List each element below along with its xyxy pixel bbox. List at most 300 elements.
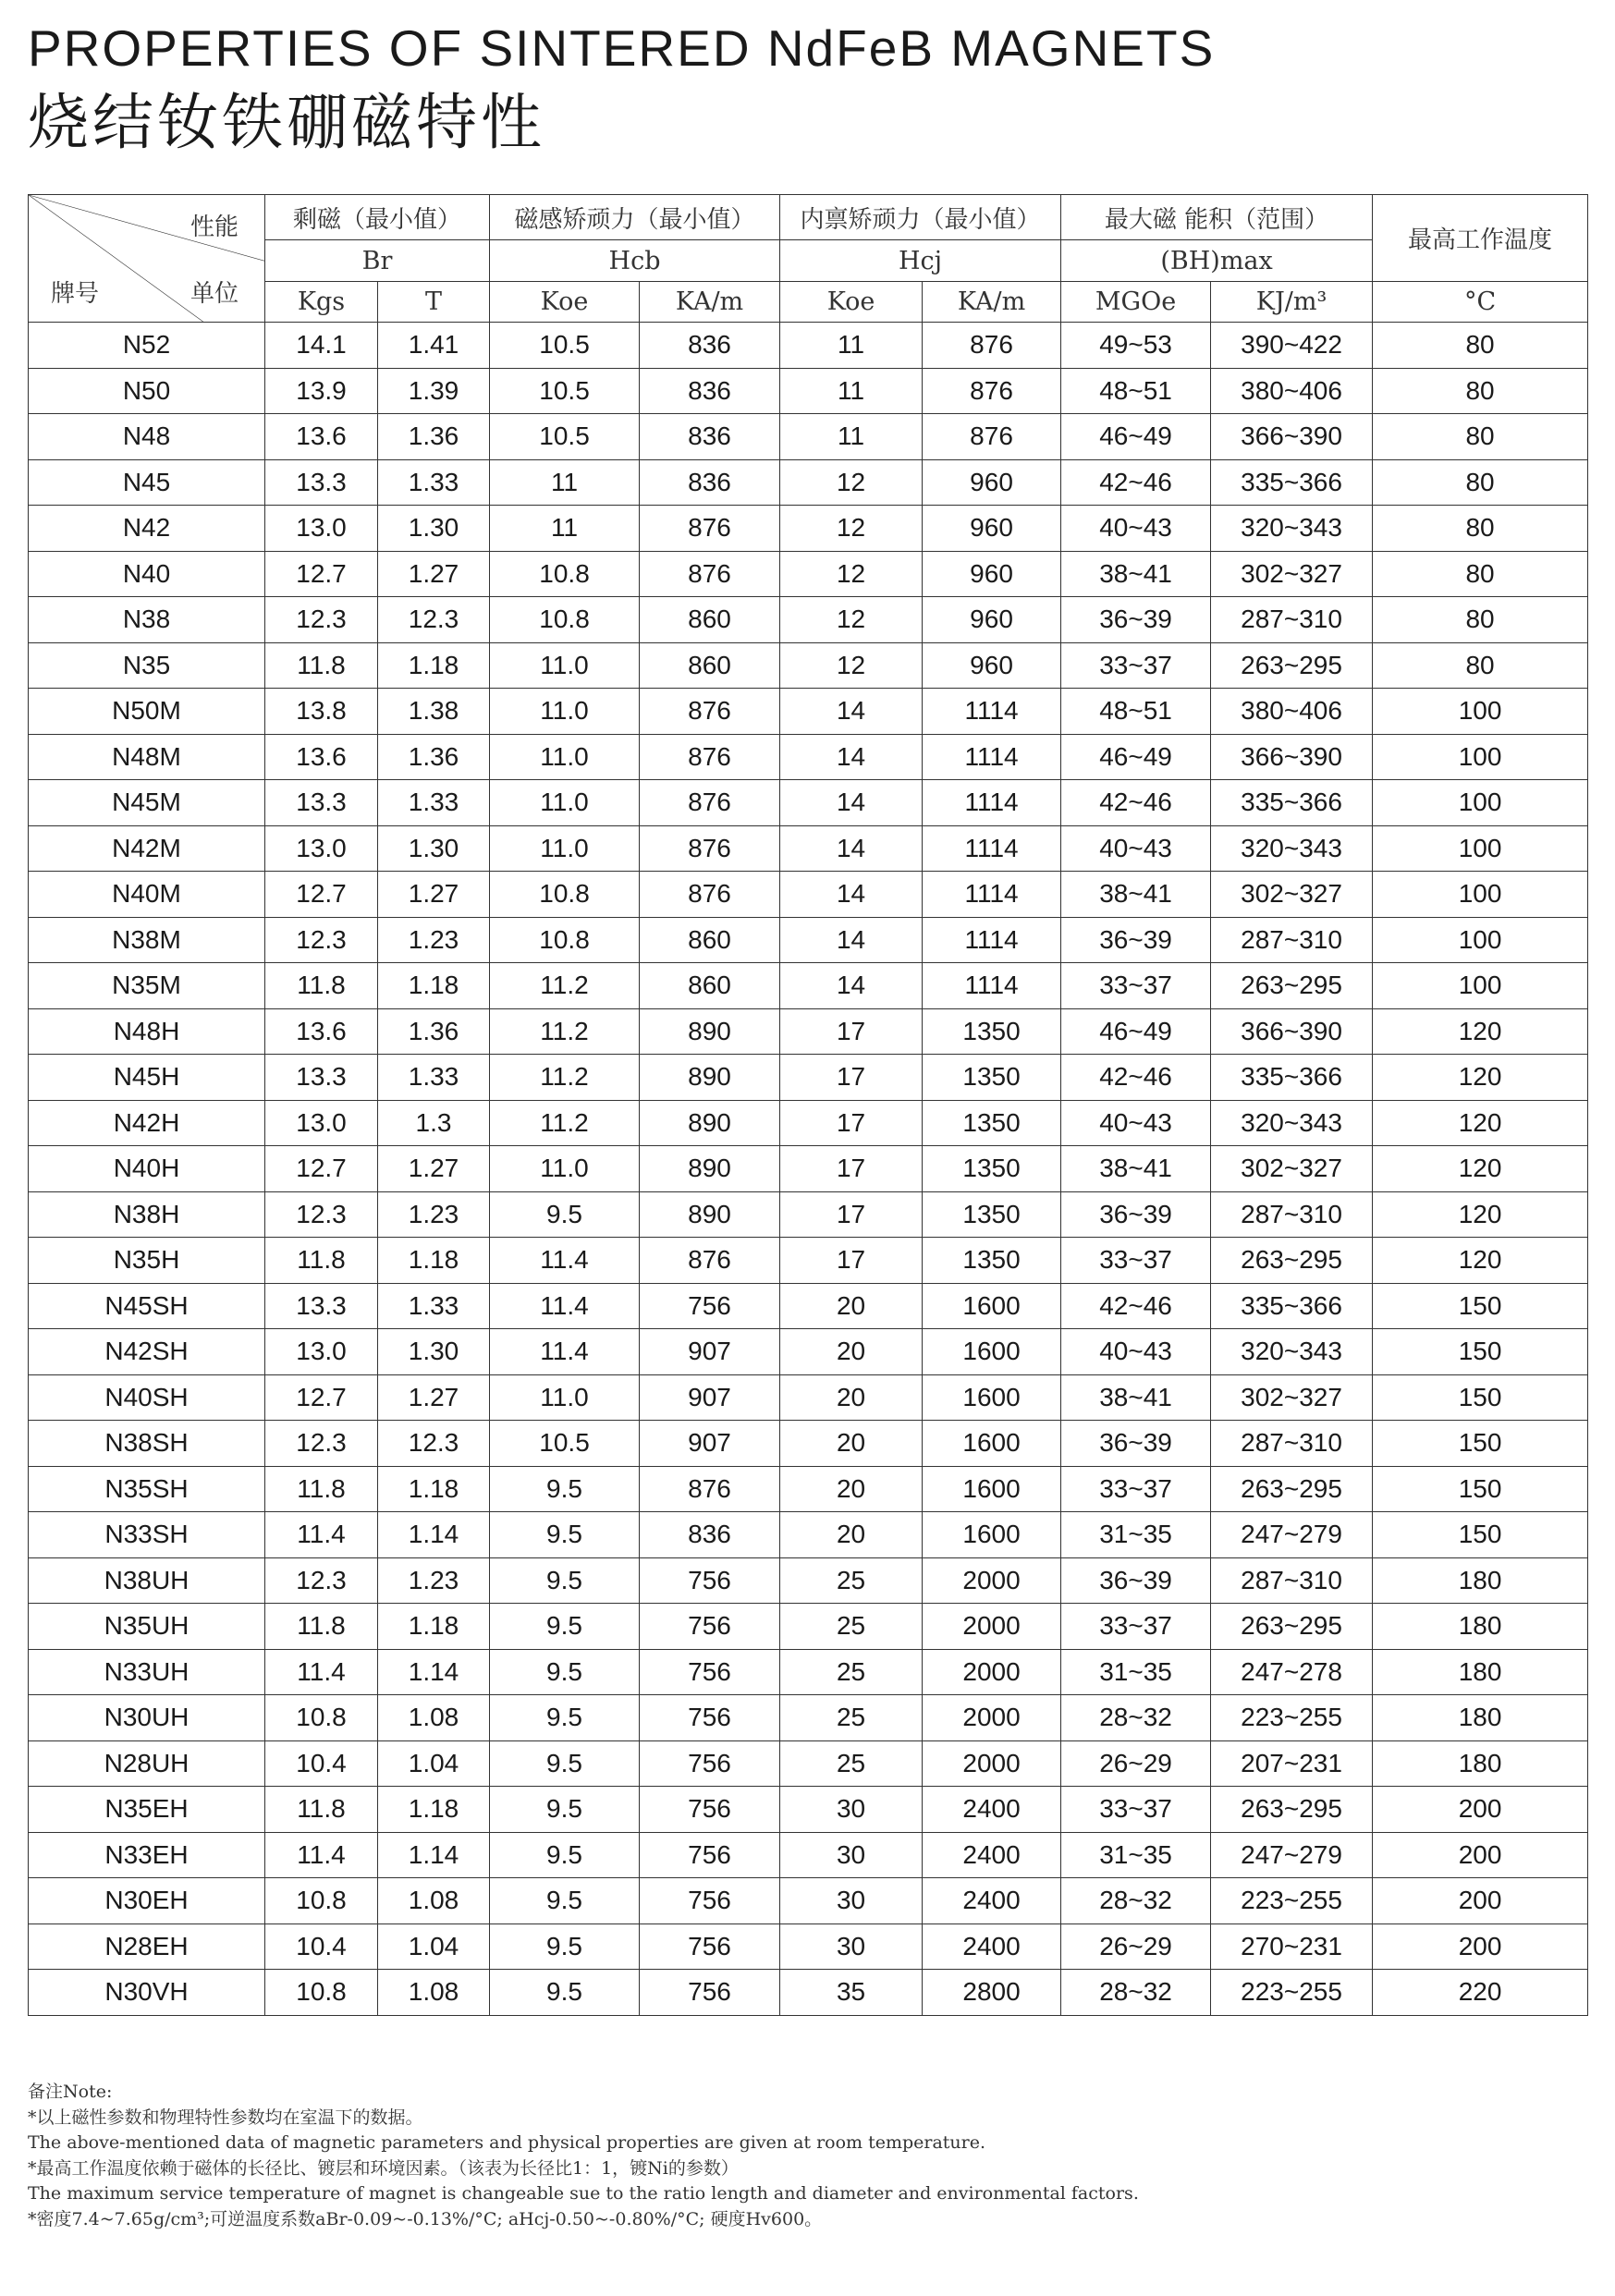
cell-grade: N42SH [29,1329,265,1375]
cell-hcb-koe: 11.0 [490,642,640,689]
table-row [29,780,1588,826]
table-row [29,1604,1588,1650]
cell-hcb-kam: 876 [640,551,780,597]
cell-max-temp: 100 [1373,689,1588,735]
cell-max-temp: 150 [1373,1329,1588,1375]
cell-bh-kjm3: 302~327 [1211,872,1373,918]
notes-heading: 备注Note: [28,2082,113,2102]
cell-bh-mgoe: 36~39 [1061,597,1211,643]
cell-hcj-kam: 1350 [923,1008,1061,1055]
cell-grade: N38M [29,917,265,963]
cell-hcb-koe: 9.5 [490,1787,640,1833]
cell-max-temp: 80 [1373,414,1588,460]
unit-celsius: °C [1373,282,1588,323]
unit-kgs: Kgs [265,282,378,323]
cell-bh-mgoe: 38~41 [1061,1374,1211,1421]
cell-max-temp: 100 [1373,872,1588,918]
cell-bh-kjm3: 287~310 [1211,1191,1373,1238]
cell-grade: N35M [29,963,265,1009]
cell-br-kgs: 11.8 [265,963,378,1009]
cell-hcj-koe: 14 [780,825,923,872]
cell-bh-mgoe: 42~46 [1061,459,1211,506]
cell-grade: N33UH [29,1649,265,1695]
table-row [29,1740,1588,1787]
cell-hcj-kam: 2400 [923,1878,1061,1924]
cell-hcj-koe: 11 [780,368,923,414]
cell-grade: N35UH [29,1604,265,1650]
cell-hcb-kam: 756 [640,1924,780,1970]
cell-hcb-kam: 890 [640,1146,780,1192]
cell-hcj-koe: 25 [780,1695,923,1741]
table-row [29,1924,1588,1970]
cell-bh-kjm3: 390~422 [1211,323,1373,369]
cell-br-t: 1.04 [378,1924,490,1970]
table-row [29,459,1588,506]
table-row [29,1970,1588,2016]
table-row [29,1238,1588,1284]
cell-hcj-kam: 876 [923,414,1061,460]
cell-br-kgs: 11.8 [265,1787,378,1833]
cell-hcb-koe: 9.5 [490,1924,640,1970]
cell-max-temp: 180 [1373,1557,1588,1604]
cell-grade: N45 [29,459,265,506]
cell-br-kgs: 11.4 [265,1649,378,1695]
cell-bh-kjm3: 247~279 [1211,1512,1373,1558]
cell-br-t: 1.14 [378,1649,490,1695]
cell-br-kgs: 10.4 [265,1924,378,1970]
cell-br-t: 1.39 [378,368,490,414]
cell-br-t: 1.41 [378,323,490,369]
cell-hcj-koe: 30 [780,1832,923,1878]
cell-grade: N42H [29,1100,265,1146]
cell-grade: N52 [29,323,265,369]
cell-hcb-koe: 9.5 [490,1832,640,1878]
corner-header-cell [29,195,265,323]
cell-br-kgs: 10.8 [265,1695,378,1741]
cell-bh-kjm3: 263~295 [1211,1604,1373,1650]
cell-hcj-koe: 20 [780,1466,923,1512]
cell-hcj-kam: 1114 [923,872,1061,918]
cell-max-temp: 180 [1373,1695,1588,1741]
cell-bh-mgoe: 33~37 [1061,1787,1211,1833]
table-row [29,1100,1588,1146]
cell-hcb-kam: 876 [640,825,780,872]
cell-hcj-kam: 2000 [923,1557,1061,1604]
cell-grade: N30VH [29,1970,265,2016]
cell-bh-kjm3: 263~295 [1211,642,1373,689]
cell-max-temp: 120 [1373,1055,1588,1101]
cell-max-temp: 150 [1373,1512,1588,1558]
cell-hcb-kam: 876 [640,1466,780,1512]
cell-hcb-kam: 876 [640,734,780,780]
cell-hcb-koe: 10.8 [490,551,640,597]
table-row [29,1832,1588,1878]
cell-hcj-koe: 30 [780,1878,923,1924]
header-unit-label: 单位 [190,280,239,308]
cell-max-temp: 200 [1373,1832,1588,1878]
cell-hcb-kam: 756 [640,1695,780,1741]
cell-hcb-kam: 907 [640,1421,780,1467]
cell-bh-mgoe: 33~37 [1061,1604,1211,1650]
cell-br-t: 1.30 [378,825,490,872]
cell-grade: N40 [29,551,265,597]
cell-max-temp: 80 [1373,597,1588,643]
unit-kjm3: KJ/m³ [1211,282,1373,323]
cell-hcj-kam: 1600 [923,1512,1061,1558]
cell-hcb-kam: 907 [640,1329,780,1375]
cell-bh-kjm3: 223~255 [1211,1970,1373,2016]
cell-hcj-koe: 17 [780,1008,923,1055]
cell-bh-kjm3: 380~406 [1211,689,1373,735]
cell-hcb-koe: 11 [490,506,640,552]
cell-hcb-kam: 756 [640,1557,780,1604]
cell-hcj-kam: 960 [923,597,1061,643]
cell-hcj-kam: 1350 [923,1146,1061,1192]
cell-br-kgs: 11.8 [265,1466,378,1512]
cell-hcj-koe: 25 [780,1557,923,1604]
unit-koe-hcb: Koe [490,282,640,323]
cell-max-temp: 100 [1373,963,1588,1009]
cell-bh-kjm3: 366~390 [1211,1008,1373,1055]
header-hcb-symbol: Hcb [490,240,780,282]
cell-bh-mgoe: 40~43 [1061,1100,1211,1146]
cell-br-kgs: 13.3 [265,1055,378,1101]
cell-bh-mgoe: 38~41 [1061,551,1211,597]
cell-bh-kjm3: 263~295 [1211,1238,1373,1284]
table-row [29,1055,1588,1101]
cell-hcj-kam: 1114 [923,734,1061,780]
cell-max-temp: 80 [1373,642,1588,689]
cell-br-kgs: 11.8 [265,642,378,689]
header-property-label: 性能 [190,214,239,241]
cell-hcb-kam: 756 [640,1604,780,1650]
cell-max-temp: 80 [1373,506,1588,552]
cell-max-temp: 80 [1373,551,1588,597]
cell-hcb-koe: 11 [490,459,640,506]
cell-max-temp: 150 [1373,1466,1588,1512]
cell-br-t: 1.08 [378,1878,490,1924]
table-row [29,597,1588,643]
unit-koe-hcj: Koe [780,282,923,323]
cell-br-t: 1.08 [378,1970,490,2016]
cell-br-kgs: 12.3 [265,1421,378,1467]
cell-br-t: 1.14 [378,1512,490,1558]
header-hcj-symbol: Hcj [780,240,1061,282]
unit-mgoe: MGOe [1061,282,1211,323]
cell-max-temp: 120 [1373,1238,1588,1284]
cell-br-t: 1.08 [378,1695,490,1741]
cell-hcj-kam: 2000 [923,1695,1061,1741]
cell-hcb-kam: 756 [640,1970,780,2016]
cell-hcb-kam: 860 [640,597,780,643]
cell-bh-mgoe: 31~35 [1061,1832,1211,1878]
cell-max-temp: 120 [1373,1100,1588,1146]
header-hcb-title: 磁感矫顽力（最小值） [490,195,780,240]
cell-hcj-koe: 17 [780,1191,923,1238]
cell-hcb-koe: 11.4 [490,1238,640,1284]
header-bh-symbol: (BH)max [1061,240,1373,282]
cell-bh-mgoe: 42~46 [1061,1283,1211,1329]
properties-table [28,194,1588,2016]
cell-bh-mgoe: 40~43 [1061,1329,1211,1375]
cell-grade: N28EH [29,1924,265,1970]
cell-hcb-kam: 890 [640,1100,780,1146]
cell-max-temp: 80 [1373,323,1588,369]
cell-hcj-koe: 20 [780,1329,923,1375]
cell-bh-kjm3: 302~327 [1211,551,1373,597]
cell-hcb-koe: 10.5 [490,414,640,460]
cell-hcj-kam: 1600 [923,1421,1061,1467]
cell-hcb-kam: 836 [640,368,780,414]
table-row [29,689,1588,735]
cell-hcj-kam: 960 [923,506,1061,552]
cell-hcj-kam: 2800 [923,1970,1061,2016]
cell-hcj-koe: 25 [780,1740,923,1787]
cell-bh-kjm3: 223~255 [1211,1878,1373,1924]
table-row [29,1146,1588,1192]
cell-hcj-koe: 17 [780,1055,923,1101]
cell-hcj-koe: 20 [780,1374,923,1421]
cell-br-kgs: 13.3 [265,780,378,826]
cell-max-temp: 150 [1373,1374,1588,1421]
table-row [29,506,1588,552]
table-row [29,1649,1588,1695]
cell-max-temp: 80 [1373,368,1588,414]
cell-bh-kjm3: 263~295 [1211,1787,1373,1833]
cell-hcj-kam: 1350 [923,1191,1061,1238]
note-line: *最高工作温度依赖于磁体的长径比、镀层和环境因素。（该表为长径比1：1，镀Ni的参数） [28,2157,739,2179]
cell-hcb-kam: 876 [640,872,780,918]
cell-max-temp: 180 [1373,1740,1588,1787]
cell-hcj-koe: 17 [780,1100,923,1146]
cell-hcj-koe: 25 [780,1649,923,1695]
cell-hcj-kam: 1114 [923,825,1061,872]
table-row [29,1374,1588,1421]
cell-hcj-kam: 2000 [923,1604,1061,1650]
cell-br-t: 1.38 [378,689,490,735]
cell-hcb-kam: 860 [640,917,780,963]
cell-hcb-kam: 860 [640,642,780,689]
cell-br-kgs: 13.8 [265,689,378,735]
cell-bh-kjm3: 263~295 [1211,1466,1373,1512]
cell-br-kgs: 12.3 [265,597,378,643]
cell-br-t: 1.30 [378,1329,490,1375]
cell-bh-mgoe: 36~39 [1061,1421,1211,1467]
cell-hcj-kam: 1114 [923,963,1061,1009]
cell-br-kgs: 13.6 [265,1008,378,1055]
table-row [29,963,1588,1009]
cell-br-t: 1.14 [378,1832,490,1878]
cell-hcj-kam: 1114 [923,917,1061,963]
cell-bh-kjm3: 247~278 [1211,1649,1373,1695]
cell-br-t: 1.23 [378,1557,490,1604]
cell-hcj-kam: 2400 [923,1832,1061,1878]
table-row [29,1283,1588,1329]
cell-hcj-kam: 1600 [923,1283,1061,1329]
cell-bh-mgoe: 42~46 [1061,780,1211,826]
cell-hcb-kam: 876 [640,689,780,735]
cell-bh-mgoe: 40~43 [1061,825,1211,872]
cell-hcj-koe: 17 [780,1146,923,1192]
cell-hcb-kam: 756 [640,1649,780,1695]
table-row [29,872,1588,918]
cell-bh-mgoe: 33~37 [1061,963,1211,1009]
cell-bh-kjm3: 287~310 [1211,1557,1373,1604]
cell-grade: N30EH [29,1878,265,1924]
cell-grade: N30UH [29,1695,265,1741]
cell-hcb-koe: 9.5 [490,1649,640,1695]
note-line: The maximum service temperature of magnet is changeable sue to the ratio length and diameter and environmental factors. [28,2183,1139,2204]
cell-br-kgs: 13.0 [265,1329,378,1375]
cell-hcb-koe: 10.5 [490,1421,640,1467]
cell-br-t: 1.18 [378,1787,490,1833]
cell-grade: N35H [29,1238,265,1284]
cell-bh-mgoe: 28~32 [1061,1695,1211,1741]
cell-bh-kjm3: 287~310 [1211,597,1373,643]
cell-grade: N38UH [29,1557,265,1604]
cell-hcj-kam: 960 [923,459,1061,506]
header-temp-title: 最高工作温度 [1373,195,1588,282]
cell-hcb-koe: 10.5 [490,368,640,414]
cell-bh-kjm3: 380~406 [1211,368,1373,414]
cell-max-temp: 120 [1373,1008,1588,1055]
cell-br-kgs: 10.8 [265,1970,378,2016]
cell-br-t: 12.3 [378,597,490,643]
cell-hcb-kam: 890 [640,1191,780,1238]
cell-br-kgs: 10.4 [265,1740,378,1787]
cell-bh-kjm3: 320~343 [1211,1329,1373,1375]
cell-bh-kjm3: 302~327 [1211,1146,1373,1192]
cell-hcb-kam: 860 [640,963,780,1009]
cell-bh-mgoe: 26~29 [1061,1740,1211,1787]
cell-bh-kjm3: 247~279 [1211,1832,1373,1878]
cell-hcj-koe: 12 [780,642,923,689]
note-line: The above-mentioned data of magnetic parameters and physical properties are given at room temperature. [28,2132,986,2153]
cell-hcb-kam: 756 [640,1787,780,1833]
cell-hcj-koe: 20 [780,1512,923,1558]
cell-max-temp: 200 [1373,1787,1588,1833]
cell-br-t: 1.18 [378,1604,490,1650]
cell-grade: N40M [29,872,265,918]
cell-br-t: 1.30 [378,506,490,552]
notes-section [28,2080,1581,2232]
cell-hcb-kam: 907 [640,1374,780,1421]
cell-grade: N35EH [29,1787,265,1833]
cell-hcb-koe: 9.5 [490,1604,640,1650]
cell-hcb-koe: 9.5 [490,1191,640,1238]
cell-br-t: 1.27 [378,551,490,597]
cell-hcj-kam: 1350 [923,1055,1061,1101]
cell-bh-mgoe: 26~29 [1061,1924,1211,1970]
cell-grade: N45SH [29,1283,265,1329]
cell-hcb-kam: 836 [640,323,780,369]
header-grade-label: 牌号 [51,280,100,308]
cell-br-t: 1.27 [378,1146,490,1192]
cell-bh-mgoe: 33~37 [1061,1238,1211,1284]
header-bh-title: 最大磁 能积（范围） [1061,195,1373,240]
cell-hcb-koe: 11.4 [490,1283,640,1329]
cell-bh-kjm3: 335~366 [1211,780,1373,826]
cell-max-temp: 120 [1373,1146,1588,1192]
cell-hcj-kam: 1114 [923,780,1061,826]
cell-bh-kjm3: 320~343 [1211,1100,1373,1146]
cell-br-t: 1.33 [378,459,490,506]
cell-hcb-kam: 876 [640,1238,780,1284]
cell-br-t: 12.3 [378,1421,490,1467]
cell-br-t: 1.36 [378,734,490,780]
cell-max-temp: 220 [1373,1970,1588,2016]
cell-hcb-koe: 11.2 [490,1100,640,1146]
cell-hcb-koe: 10.8 [490,872,640,918]
cell-hcb-koe: 9.5 [490,1878,640,1924]
page-subtitle-cn: 烧结钕铁硼磁特性 [28,87,545,158]
table-row [29,414,1588,460]
cell-hcb-kam: 876 [640,506,780,552]
cell-bh-mgoe: 31~35 [1061,1649,1211,1695]
cell-br-kgs: 12.7 [265,1146,378,1192]
cell-br-t: 1.04 [378,1740,490,1787]
cell-br-t: 1.18 [378,1238,490,1284]
cell-br-kgs: 12.3 [265,917,378,963]
cell-br-t: 1.36 [378,414,490,460]
cell-hcb-koe: 11.4 [490,1329,640,1375]
cell-br-t: 1.33 [378,1055,490,1101]
cell-hcj-kam: 960 [923,642,1061,689]
cell-grade: N35 [29,642,265,689]
cell-hcb-kam: 890 [640,1055,780,1101]
cell-hcb-koe: 11.0 [490,1374,640,1421]
cell-hcb-koe: 9.5 [490,1970,640,2016]
cell-max-temp: 120 [1373,1191,1588,1238]
cell-hcj-kam: 1600 [923,1329,1061,1375]
cell-bh-mgoe: 28~32 [1061,1878,1211,1924]
cell-bh-mgoe: 38~41 [1061,1146,1211,1192]
cell-br-t: 1.18 [378,642,490,689]
cell-br-kgs: 12.7 [265,551,378,597]
cell-br-t: 1.33 [378,1283,490,1329]
unit-kam-hcb: KA/m [640,282,780,323]
cell-hcj-koe: 30 [780,1924,923,1970]
cell-bh-mgoe: 49~53 [1061,323,1211,369]
cell-hcj-koe: 11 [780,323,923,369]
cell-br-kgs: 13.9 [265,368,378,414]
cell-hcb-koe: 9.5 [490,1512,640,1558]
cell-bh-mgoe: 36~39 [1061,1557,1211,1604]
cell-hcj-koe: 14 [780,689,923,735]
cell-bh-kjm3: 320~343 [1211,825,1373,872]
cell-hcb-koe: 10.5 [490,323,640,369]
cell-hcj-koe: 14 [780,917,923,963]
cell-bh-mgoe: 46~49 [1061,414,1211,460]
cell-br-kgs: 10.8 [265,1878,378,1924]
unit-tesla: T [378,282,490,323]
unit-kam-hcj: KA/m [923,282,1061,323]
cell-hcb-kam: 756 [640,1283,780,1329]
cell-br-kgs: 13.0 [265,1100,378,1146]
cell-bh-kjm3: 263~295 [1211,963,1373,1009]
cell-bh-kjm3: 287~310 [1211,917,1373,963]
cell-hcb-koe: 11.0 [490,689,640,735]
cell-bh-kjm3: 223~255 [1211,1695,1373,1741]
cell-br-kgs: 12.7 [265,872,378,918]
cell-grade: N50 [29,368,265,414]
cell-hcb-kam: 756 [640,1878,780,1924]
cell-bh-kjm3: 335~366 [1211,459,1373,506]
table-body [29,323,1588,2016]
cell-max-temp: 100 [1373,734,1588,780]
cell-bh-kjm3: 270~231 [1211,1924,1373,1970]
cell-bh-kjm3: 287~310 [1211,1421,1373,1467]
